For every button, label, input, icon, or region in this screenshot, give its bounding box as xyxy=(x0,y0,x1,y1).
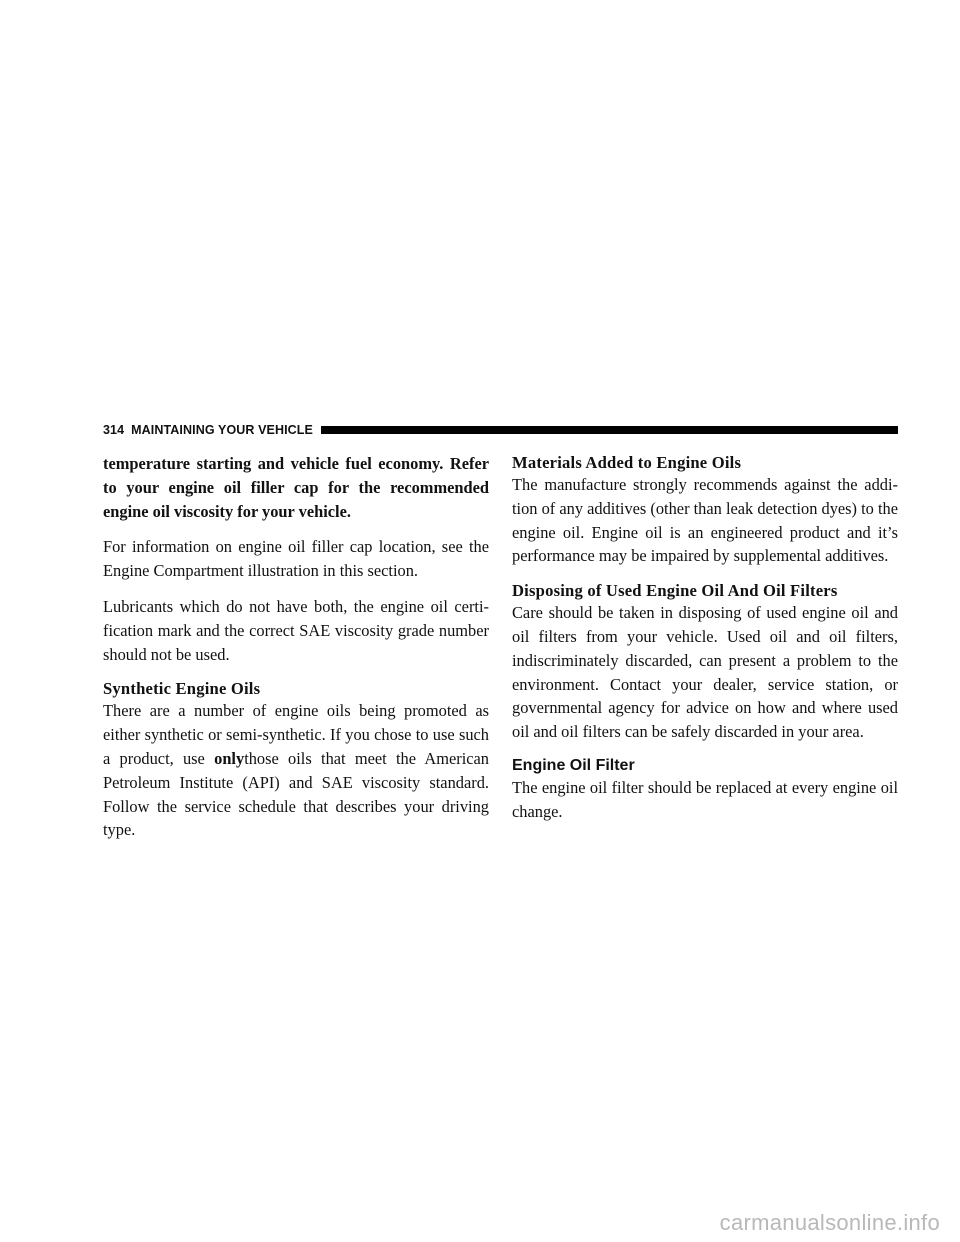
synthetic-oils-section xyxy=(103,678,489,842)
disposing-section xyxy=(512,580,898,744)
running-header xyxy=(103,422,898,438)
synthetic-text-end: those oils that meet the American Petroleum Institute (API) and SAE viscosity standard. Follow the service schedule that describes your driving type. xyxy=(103,748,490,840)
oil-filter-heading: Engine Oil Filter xyxy=(512,756,635,774)
lubricants-paragraph: Lubricants which do not have both, the engine oil certification mark and the correct SAE viscosity grade number should not be used. xyxy=(103,596,489,664)
materials-section xyxy=(512,452,898,568)
synthetic-oils-paragraph xyxy=(103,699,489,842)
materials-paragraph: The manufacture strongly recommends against the addition of any additives (other than leak detection dyes) to the engine oil. Engine oil is an engineered product and it’s performance may be impaired by supplemental additives. xyxy=(512,475,898,566)
page-number: 314 xyxy=(103,423,125,437)
oil-filter-section xyxy=(512,756,898,824)
viscosity-note-paragraph: temperature starting and vehicle fuel economy. Refer to your engine oil filler cap for the recommended engine oil viscosity for your vehicle. xyxy=(103,454,489,521)
only-emphasis: only xyxy=(214,748,245,768)
right-column xyxy=(512,452,898,836)
disposing-heading: Disposing of Used Engine Oil And Oil Filters xyxy=(512,581,838,601)
oil-filter-paragraph: The engine oil filter should be replaced at every engine oil change. xyxy=(512,777,898,821)
disposing-paragraph: Care should be taken in disposing of used engine oil and oil filters from your vehicle. Used oil and oil filters, indiscriminately discarded, can present a problem to the environment. Contact your dealer, service station, or governmental agency for advice on how and where used oil and oil filters can be safely discarded in your area. xyxy=(512,603,898,742)
filler-cap-location-paragraph: For information on engine oil filler cap location, see the Engine Compartment illustration in this section. xyxy=(103,537,489,581)
header-rule xyxy=(321,426,898,434)
synthetic-oils-heading: Synthetic Engine Oils xyxy=(103,679,261,699)
left-column xyxy=(103,452,489,854)
synthetic-text-start: There are a number of engine oils being promoted as either synthetic or semi-synthetic. If you chose to use such a product, use xyxy=(103,701,489,768)
materials-heading: Materials Added to Engine Oils xyxy=(512,453,742,472)
section-title: MAINTAINING YOUR VEHICLE xyxy=(131,423,313,437)
watermark-text: carmanualsonline.info xyxy=(719,1210,940,1235)
